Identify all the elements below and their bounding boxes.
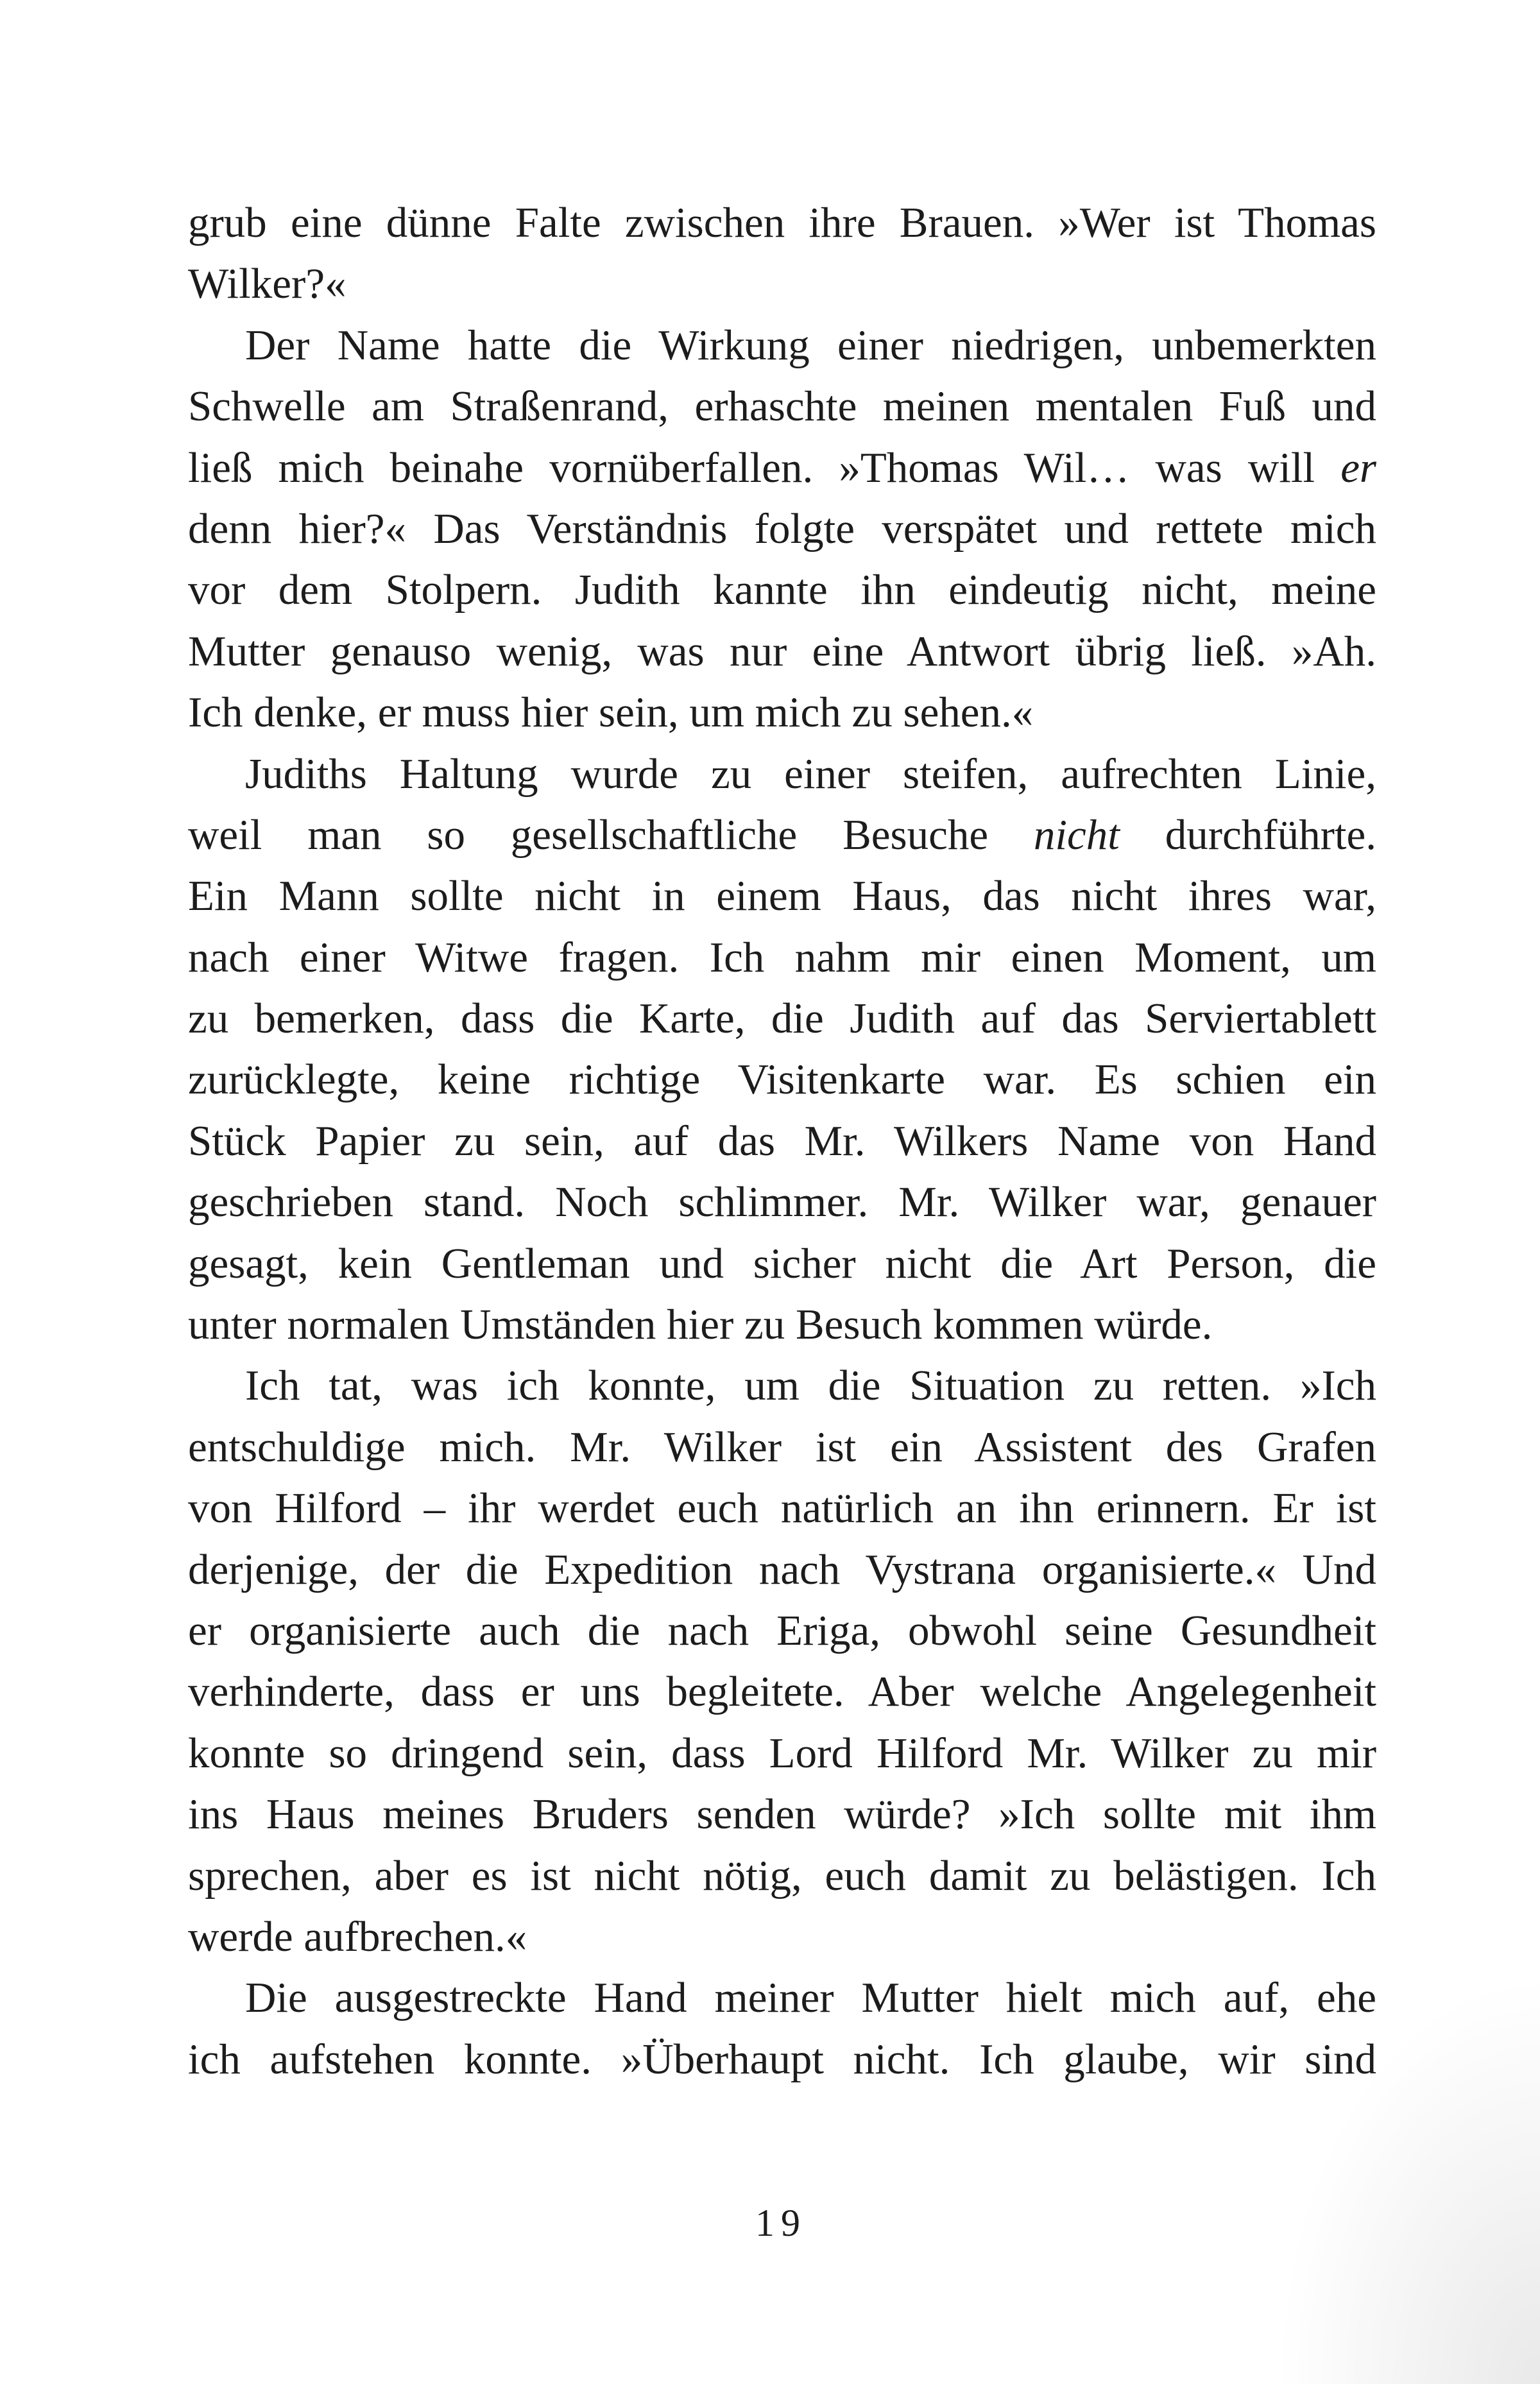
text-line: werde aufbrechen.«: [188, 1912, 527, 1960]
text-line: Ein Mann sollte nicht in einem Haus, das nicht ihres war,: [188, 872, 1376, 920]
text-line: geschrieben stand. Noch schlimmer. Mr. Wilker war, genauer: [188, 1178, 1376, 1226]
text-line: [188, 805, 1376, 866]
text-line: Der Name hatte die Wirkung einer niedrigen, unbemerkten: [245, 321, 1376, 369]
body-text: [188, 193, 1376, 2090]
text-segment: ließ mich beinahe vornüberfallen. »Thomas Wil… was will: [188, 443, 1341, 492]
text-line: Ich tat, was ich konnte, um die Situation zu retten. »Ich: [245, 1362, 1376, 1410]
text-segment: durchführte.: [1119, 810, 1377, 859]
text-line: Schwelle am Straßenrand, erhaschte meinen mentalen Fuß und: [188, 382, 1376, 431]
text-line: ich aufstehen konnte. »Überhaupt nicht. Ich glaube, wir sind: [188, 2035, 1376, 2083]
text-line: Ich denke, er muss hier sein, um mich zu sehen.«: [188, 689, 1034, 737]
text-line: grub eine dünne Falte zwischen ihre Brauen. »Wer ist Thomas: [188, 199, 1376, 246]
text-line: ins Haus meines Bruders senden würde? »Ich sollte mit ihm: [188, 1790, 1376, 1839]
text-line: gesagt, kein Gentleman und sicher nicht die Art Person, die: [188, 1239, 1376, 1287]
text-line: Die ausgestreckte Hand meiner Mutter hielt mich auf, ehe: [245, 1974, 1376, 2022]
page-number: 19: [755, 2202, 807, 2244]
text-line: unter normalen Umständen hier zu Besuch kommen würde.: [188, 1301, 1213, 1349]
text-line: Judiths Haltung wurde zu einer steifen, aufrechten Linie,: [245, 750, 1376, 798]
text-line: verhinderte, dass er uns begleitete. Aber welche Angelegenheit: [188, 1668, 1376, 1716]
text-line: derjenige, der die Expedition nach Vystrana organisierte.« Und: [188, 1545, 1376, 1593]
text-line: vor dem Stolpern. Judith kannte ihn eindeutig nicht, meine: [188, 566, 1376, 614]
text-line: zurücklegte, keine richtige Visitenkarte war. Es schien ein: [188, 1056, 1376, 1104]
text-line: sprechen, aber es ist nicht nötig, euch damit zu belästigen. Ich: [188, 1851, 1376, 1899]
text-line: von Hilford – ihr werdet euch natürlich an ihn erinnern. Er ist: [188, 1484, 1376, 1532]
text-line: konnte so dringend sein, dass Lord Hilford Mr. Wilker zu mir: [188, 1729, 1376, 1777]
text-line: nach einer Witwe fragen. Ich nahm mir einen Moment, um: [188, 933, 1376, 981]
text-line: er organisierte auch die nach Eriga, obwohl seine Gesundheit: [188, 1606, 1376, 1654]
text-line: Wilker?«: [188, 260, 346, 308]
text-line: zu bemerken, dass die Karte, die Judith auf das Serviertablett: [188, 995, 1376, 1043]
text-line: Mutter genauso wenig, was nur eine Antwort übrig ließ. »Ah.: [188, 627, 1376, 675]
text-line: Stück Papier zu sein, auf das Mr. Wilkers Name von Hand: [188, 1117, 1376, 1165]
italic-text: nicht: [1033, 810, 1120, 859]
text-line: entschuldige mich. Mr. Wilker ist ein Assistent des Grafen: [188, 1423, 1376, 1471]
text-segment: weil man so gesellschaftliche Besuche: [188, 810, 1034, 859]
italic-text: er: [1340, 443, 1376, 492]
text-line: [188, 438, 1376, 499]
text-line: denn hier?« Das Verständnis folgte verspätet und rettete mich: [188, 504, 1376, 553]
